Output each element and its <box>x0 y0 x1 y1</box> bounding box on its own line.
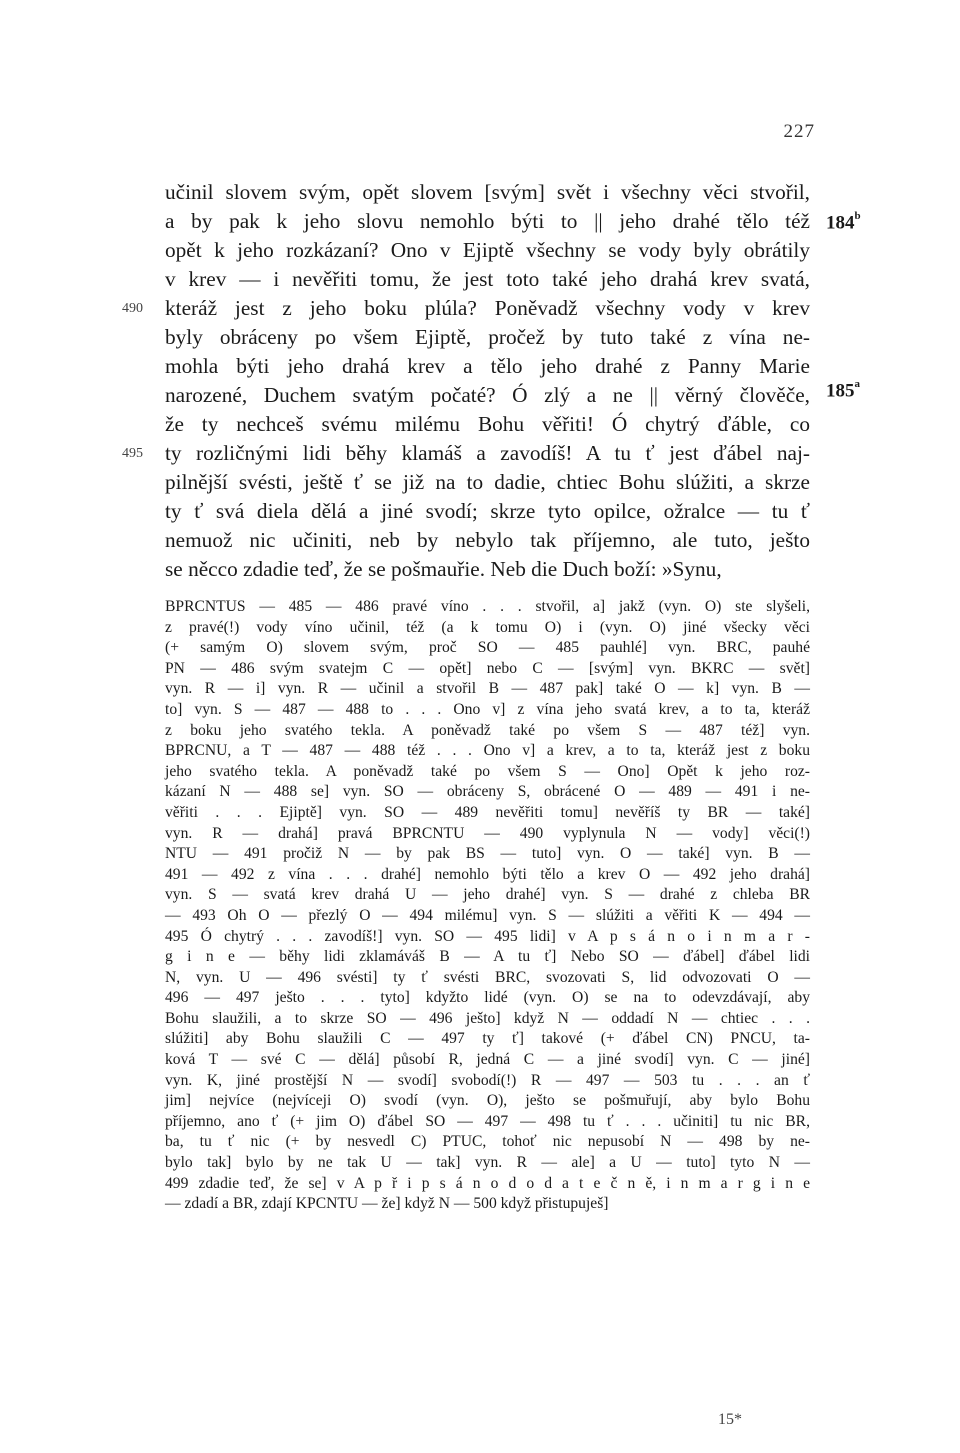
text-line <box>165 352 810 381</box>
apparatus-line: 499 zdadie teď, že se] v A p ř i p s á n o d o d a t e č n ě, i n m a r g i n e <box>165 1174 810 1192</box>
text-line-content: že ty nechceš svému milému Bohu věřiti! Ó chytrý ďáble, co <box>165 412 810 436</box>
apparatus-line: BPRCNU, a T — 487 — 488 též . . . Ono v] a krev, a to ta, kteráž jest z boku <box>165 742 810 760</box>
apparatus-line: g i n e — běhy lidi zklamáváš B — A tu ť] Nebo SO — ďábel] ďábel lidi <box>165 948 810 966</box>
text-line-content: pilnější svésti, ještě ť se již na to dadie, chtiec Bohu slúžiti, a skrze <box>165 470 810 494</box>
apparatus-line: N, vyn. U — 496 svésti] ty ť svésti BRC, svozovati S, lid odvozovati O — <box>165 968 810 986</box>
apparatus-line: kázaní N — 488 se] vyn. SO — obráceny S, obrácené O — 489 — 491 i ne- <box>165 783 810 801</box>
text-line <box>165 497 810 526</box>
text-line-content: a by pak k jeho slovu nemohlo býti to || jeho drahé tělo též <box>165 209 810 233</box>
critical-apparatus <box>165 597 810 1215</box>
text-line-content: byly obráceny po všem Ejiptě, pročež by tuto také z vína ne- <box>165 325 810 349</box>
apparatus-line: — zdadí a BR, zdají KPCNTU — že] když N — 500 když přistupuješ] <box>165 1195 609 1213</box>
apparatus-line: 491 — 492 z vína . . . drahé] nemohlo býti tělo a krev O — 492 jeho drahá] <box>165 865 810 883</box>
apparatus-line: — 493 Oh O — přezlý O — 494 milému] vyn. S — slúžiti a věřiti K — 494 — <box>165 906 810 924</box>
apparatus-line: jim] nejvíce (nejvíceji O) svodí (vyn. O), ješto se pošmuřují, aby bylo Bohu <box>165 1092 810 1110</box>
apparatus-line: 495 Ó chytrý . . . zavodíš!] vyn. SO — 495 lidi] v A p s á n o i n m a r - <box>165 927 810 945</box>
text-line <box>165 207 810 236</box>
apparatus-line: NTU — 491 pročiž N — by pak BS — tuto] vyn. O — také] vyn. B — <box>165 845 810 863</box>
text-line <box>165 526 810 555</box>
apparatus-line: z boku jeho svatého tekla. A poněvadž také po všem S — 487 též] vyn. <box>165 721 810 739</box>
text-line-content: ty rozličnými lidi běhy klamáš a zavodíš! A tu ť jest ďábel naj- <box>165 441 810 465</box>
apparatus-line: vyn. R — i] vyn. R — učinil a stvořil B — 487 pak] také O — k] vyn. B — <box>165 680 810 698</box>
apparatus-line: ková T — své C — dělá] působí R, jedná C — a jiné svodí] vyn. C — jiné] <box>165 1051 810 1069</box>
apparatus-line: vyn. S — svatá krev drahá U — jeho drahé] vyn. S — drahé z chleba BR <box>165 886 810 904</box>
apparatus-line: BPRCNTUS — 485 — 486 pravé víno . . . stvořil, a] jakž (vyn. O) ste slyšeli, <box>165 598 810 615</box>
text-line <box>165 555 810 584</box>
text-line-content: v krev — i nevěřiti tomu, že jest toto také jeho drahá krev svatá, <box>165 267 810 291</box>
text-line-content: kteráž jest z jeho boku plúla? Poněvadž všechny vody v krev <box>165 296 810 320</box>
text-line-content: opět k jeho rozkázaní? Ono v Ejiptě všechny se vody byly obrátily <box>165 238 810 262</box>
apparatus-line: vyn. R — drahá] pravá BPRCNTU — 490 vyplynula N — vody] věci(!) <box>165 824 810 842</box>
text-line <box>165 178 810 207</box>
margin-ref-184b: 184$^b$ <box>826 210 861 234</box>
apparatus-line: ba, tu ť nic (+ by nesvedl C) PTUC, tohoť nic nepusobí N — 498 by ne- <box>165 1133 810 1151</box>
text-line <box>165 265 810 294</box>
apparatus-line: příjemno, ano ť (+ jim O) ďábel SO — 497 — 498 tu ť . . . učiniti] tu nic BR, <box>165 1112 810 1130</box>
text-line <box>165 410 810 439</box>
text-line-content: nemuož nic učiniti, neb by nebylo tak příjemno, ale tuto, ješto <box>165 528 810 552</box>
text-line-content: narozené, Duchem svatým počaté? Ó zlý a ne || věrný člověče, <box>165 383 810 407</box>
apparatus-line: to] vyn. S — 487 — 488 to . . . Ono v] z vína jeho svatá krev, a to ta, kteráž <box>165 700 810 718</box>
apparatus-line: 496 — 497 ješto . . . tyto] kdyžto lidé (vyn. O) se na to odevzdávají, aby <box>165 989 810 1007</box>
margin-ref-185a: 185$^a$ <box>826 378 860 402</box>
text-line-content: se něcco zdadie teď, že se pošmauřie. Neb die Duch boží: »Synu, <box>165 557 722 581</box>
text-line <box>122 294 810 323</box>
page-number: 227 <box>783 121 815 142</box>
text-line <box>165 236 810 265</box>
apparatus-line: jeho svatého tekla. A poněvadž také po všem S — Ono] Opět k jeho roz- <box>165 762 810 780</box>
text-line-content: ty ť svá diela dělá a jiné svodí; skrze tyto opilce, ožralce — tu ť <box>165 499 810 523</box>
apparatus-line: bylo tak] bylo by ne tak U — tak] vyn. R — ale] a U — tuto] tyto N — <box>165 1154 810 1172</box>
line-number: 495 <box>122 446 143 461</box>
text-line <box>122 439 810 468</box>
main-text <box>122 178 810 584</box>
text-line-content: mohla býti jeho drahá krev a tělo jeho drahé z Panny Marie <box>165 354 810 378</box>
text-line <box>165 468 810 497</box>
apparatus-line: Bohu slaužili, a to skrze SO — 496 ješto] když N — oddadí N — chtiec . . . <box>165 1009 810 1027</box>
apparatus-line: vyn. K, jiné prostější N — svodí] svobodí(!) R — 497 — 503 tu . . . an ť <box>165 1071 810 1089</box>
apparatus-line: PN — 486 svým svatejm C — opět] nebo C — [svým] vyn. BKRC — svět] <box>165 659 810 677</box>
signature-mark: 15* <box>718 1411 742 1428</box>
text-line-content: učinil slovem svým, opět slovem [svým] svět i všechny věci stvořil, <box>165 180 810 204</box>
apparatus-line: věřiti . . . Ejiptě] vyn. SO — 489 nevěřiti tomu] nevěříš ty BR — také] <box>165 803 810 821</box>
text-line <box>165 323 810 352</box>
apparatus-line: z pravé(!) vody víno učinil, též (a k tomu O) i (vyn. O) jiné všecky věci <box>165 618 810 636</box>
line-number: 490 <box>122 301 143 316</box>
text-line <box>165 381 810 410</box>
apparatus-line: (+ samým O) slovem svým, proč SO — 485 pauhlé] vyn. BRC, pauhé <box>165 639 810 657</box>
apparatus-line: slúžiti] aby Bohu slaužili C — 497 ty ť] takové (+ ďábel CN) PNCU, ta- <box>165 1030 810 1048</box>
